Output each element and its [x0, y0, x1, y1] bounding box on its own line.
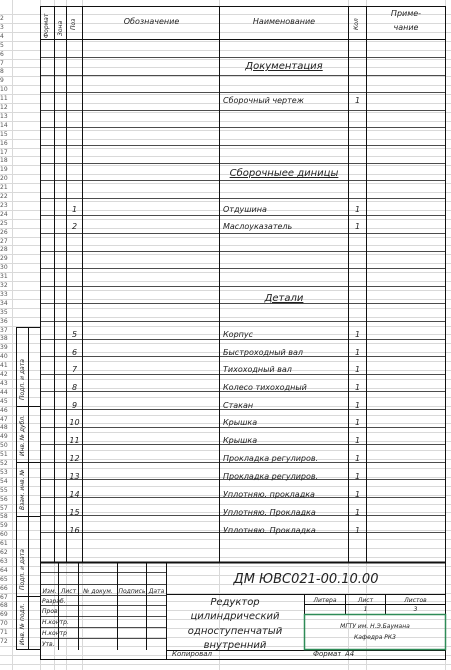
- role-nkontr-2: Н.контр: [42, 630, 67, 637]
- row-name: Корпус: [223, 330, 254, 339]
- row-number: 49: [0, 433, 8, 441]
- row-number: 26: [0, 228, 8, 236]
- row-number: 17: [0, 148, 8, 156]
- row-number: 13: [0, 112, 8, 120]
- copied-label: Копировал: [172, 650, 212, 658]
- row-pos: 8: [71, 383, 78, 392]
- row-number: 19: [0, 166, 8, 174]
- row-pos: 9: [71, 401, 78, 410]
- side-label-5: Инв. № подл.: [19, 603, 26, 645]
- row-pos: 10: [69, 418, 80, 427]
- row-number: 64: [0, 566, 8, 574]
- row-number: 27: [0, 237, 8, 245]
- row-number: 16: [0, 139, 8, 147]
- row-number: 59: [0, 522, 8, 530]
- row-number: 65: [0, 575, 8, 583]
- row-number: 70: [0, 620, 8, 628]
- row-qty: 1: [354, 490, 361, 499]
- side-label-1: Подп. и дата: [19, 359, 26, 400]
- row-pos: 6: [71, 348, 78, 357]
- row-number: 32: [0, 282, 8, 289]
- row-pos: 2: [71, 222, 78, 231]
- row-name: Прокладка регулиров.: [223, 472, 319, 481]
- sheets-label: Листов: [404, 597, 427, 604]
- row-qty: 1: [354, 205, 361, 214]
- row-number: 58: [0, 513, 8, 521]
- row-number: 5: [0, 41, 4, 49]
- row-name: Быстроходный вал: [223, 348, 304, 357]
- role-prov: Пров.: [42, 608, 60, 615]
- title-line-3: одноступенчатый: [187, 626, 283, 637]
- header-name: Наименование: [252, 17, 316, 26]
- row-number: 71: [0, 629, 8, 637]
- row-number: 21: [0, 184, 8, 192]
- row-name: Крышка: [223, 436, 258, 445]
- row-number: 30: [0, 264, 8, 272]
- row-name: Стакан: [223, 401, 254, 410]
- col-list: Лист: [60, 588, 77, 595]
- row-number: 69: [0, 611, 8, 619]
- row-number: 2: [0, 15, 4, 22]
- row-qty: 1: [354, 96, 361, 105]
- row-number: 44: [0, 388, 8, 396]
- header-qty: Кол: [353, 18, 360, 30]
- row-qty: 1: [354, 508, 361, 517]
- title-line-1: Редуктор: [210, 597, 260, 608]
- format-label: Формат: [313, 650, 342, 658]
- row-number: 51: [0, 451, 8, 459]
- row-name: Колесо тихоходный: [223, 383, 307, 392]
- header-format: Формат: [43, 13, 50, 38]
- row-qty: 1: [354, 365, 361, 374]
- row-number: 8: [0, 68, 4, 76]
- row-name: Крышка: [223, 418, 258, 427]
- doc-number: ДМ ЮВС021-00.10.00: [233, 572, 379, 587]
- sheet-label: Лист: [357, 597, 374, 604]
- row-pos: 1: [71, 205, 78, 214]
- row-number: 28: [0, 246, 8, 254]
- row-name: Сборочный чертеж: [223, 96, 304, 105]
- header-zone: Зона: [57, 20, 64, 36]
- row-number: 41: [0, 362, 8, 370]
- col-izm: Изм.: [42, 588, 57, 595]
- header-note-2: чание: [393, 23, 419, 32]
- row-pos: 5: [71, 330, 78, 339]
- row-number: 52: [0, 460, 8, 467]
- row-number: 39: [0, 344, 8, 352]
- title-line-4: внутренний: [203, 641, 267, 650]
- row-number: 42: [0, 371, 8, 378]
- row-number: 55: [0, 486, 8, 494]
- sheets-value: 3: [413, 606, 418, 613]
- row-qty: 1: [354, 454, 361, 463]
- row-pos: 16: [69, 526, 80, 535]
- row-number: 29: [0, 255, 8, 263]
- side-label-4: Подп. и дата: [19, 549, 26, 590]
- row-pos: 11: [69, 436, 80, 445]
- row-name: Маслоуказатель: [223, 222, 293, 231]
- section-documentation: Документация: [245, 61, 323, 72]
- row-number: 47: [0, 415, 8, 423]
- row-qty: 1: [354, 401, 361, 410]
- row-name: Уплотняю. прокладка: [223, 490, 315, 499]
- header-note-1: Приме-: [390, 9, 422, 18]
- role-utv: Утв.: [42, 641, 55, 648]
- row-number: 36: [0, 317, 8, 325]
- row-qty: 1: [354, 526, 361, 535]
- row-number: 57: [0, 504, 8, 512]
- row-number: 40: [0, 353, 8, 361]
- row-number: 6: [0, 50, 4, 58]
- litera-label: Литера: [313, 597, 337, 604]
- row-number: 22: [0, 193, 8, 200]
- row-name: Уплотняю. Прокладка: [223, 508, 316, 517]
- row-number: 67: [0, 593, 8, 601]
- row-qty: 1: [354, 222, 361, 231]
- col-date: Дата: [148, 588, 165, 595]
- section-parts: Детали: [264, 293, 304, 304]
- row-number: 9: [0, 77, 4, 85]
- org-line-2: Кафедра РК3: [354, 634, 396, 641]
- role-razrab: Разраб.: [42, 598, 66, 605]
- row-name: Отдушина: [223, 205, 267, 214]
- title-line-2: цилиндрический: [190, 611, 280, 622]
- sheet-value: 1: [363, 606, 368, 613]
- row-number: 48: [0, 424, 8, 432]
- row-number: 56: [0, 495, 8, 503]
- format-value: А4: [345, 650, 355, 658]
- row-number: 7: [0, 59, 4, 67]
- row-number: 38: [0, 335, 8, 343]
- org-line-1: МГТУ им. Н.Э.Баумана: [340, 623, 410, 630]
- row-number: 37: [0, 326, 8, 334]
- row-number: 61: [0, 540, 8, 548]
- row-number: 33: [0, 290, 8, 298]
- row-number: 50: [0, 442, 8, 450]
- row-number: 68: [0, 602, 8, 610]
- row-number: 4: [0, 32, 4, 40]
- header-designation: Обозначение: [123, 17, 180, 26]
- row-pos: 7: [71, 365, 78, 374]
- row-pos: 15: [69, 508, 80, 517]
- row-qty: 1: [354, 383, 361, 392]
- row-number: 34: [0, 299, 8, 307]
- col-doc: № докум.: [83, 588, 113, 595]
- row-qty: 1: [354, 330, 361, 339]
- row-pos: 13: [69, 472, 80, 481]
- row-qty: 1: [354, 418, 361, 427]
- row-number: 18: [0, 157, 8, 165]
- side-label-3: Взам. инв. №: [19, 469, 26, 510]
- row-pos: 14: [69, 490, 80, 499]
- row-number: 60: [0, 531, 8, 539]
- row-number: 23: [0, 201, 8, 209]
- side-label-2: Инв. № дубл.: [19, 414, 26, 456]
- row-number: 63: [0, 557, 8, 565]
- row-number: 46: [0, 406, 8, 414]
- row-qty: 1: [354, 472, 361, 481]
- row-number: 11: [0, 95, 8, 103]
- row-number: 20: [0, 175, 8, 183]
- row-number: 14: [0, 121, 8, 129]
- row-qty: 1: [354, 348, 361, 357]
- row-number: 3: [0, 23, 4, 31]
- row-number: 45: [0, 397, 8, 405]
- role-nkontr-1: Н.контр.: [42, 619, 69, 626]
- row-pos: 12: [69, 454, 80, 463]
- row-number: 53: [0, 468, 8, 476]
- row-name: Уплотняю. Прокладка: [223, 526, 316, 535]
- row-qty: 1: [354, 436, 361, 445]
- section-assembly-units: Сборочныее диницы: [229, 168, 339, 179]
- row-number: 25: [0, 219, 8, 227]
- row-number: 54: [0, 477, 8, 485]
- row-number: 72: [0, 638, 8, 645]
- row-number: 31: [0, 273, 8, 281]
- row-number: 24: [0, 210, 8, 218]
- row-number: 62: [0, 549, 8, 556]
- row-name: Тихоходный вал: [223, 365, 292, 374]
- row-number: 15: [0, 130, 8, 138]
- row-number: 43: [0, 379, 8, 387]
- row-number: 12: [0, 104, 8, 111]
- row-name: Прокладка регулиров.: [223, 454, 319, 463]
- row-number: 35: [0, 308, 8, 316]
- header-pos: Поз: [70, 18, 77, 30]
- col-sign: Подпись: [118, 588, 146, 595]
- row-number: 10: [0, 86, 8, 94]
- row-number: 66: [0, 584, 8, 592]
